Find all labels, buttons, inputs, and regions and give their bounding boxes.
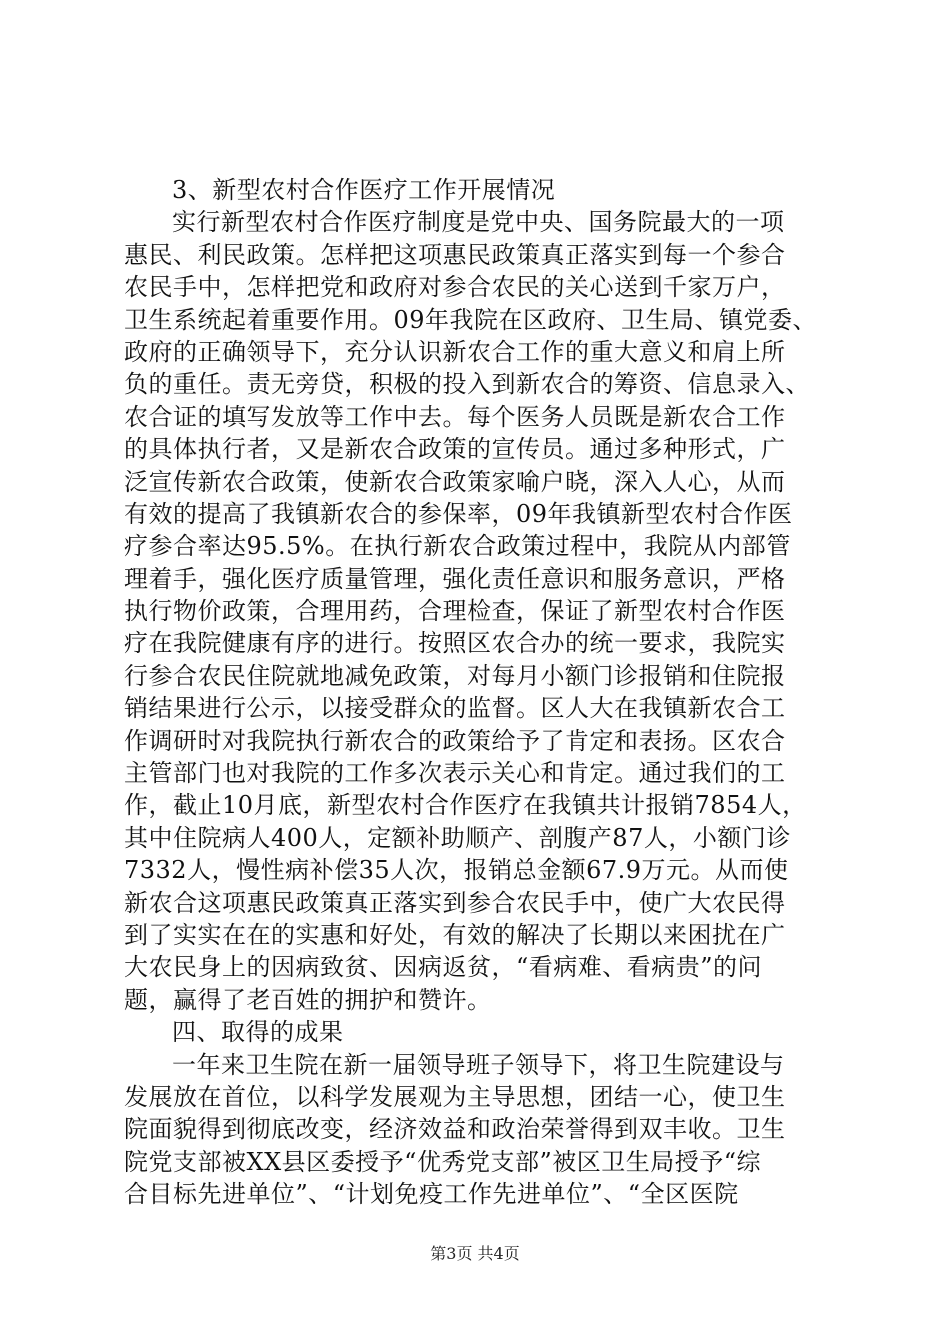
text-line: 农民手中，怎样把党和政府对参合农民的关心送到千家万户， [124,273,786,302]
text-line: 理着手，强化医疗质量管理，强化责任意识和服务意识，严格 [124,564,786,593]
text-line: 卫生系统起着重要作用。09年我院在区政府、卫生局、镇党委、 [124,305,818,334]
text-line: 有效的提高了我镇新农合的参保率，09年我镇新型农村合作医 [124,499,793,528]
text-line: 大农民身上的因病致贫、因病返贫，“看病难、看病贵”的问 [124,953,763,982]
text-line: 行参合农民住院就地减免政策，对每月小额门诊报销和住院报 [124,661,786,690]
text-line: 7332人，慢性病补偿35人次，报销总金额67.9万元。从而使 [124,856,789,885]
text-line: 其中住院病人400人，定额补助顺产、剖腹产87人，小额门诊 [124,823,791,852]
text-line: 一年来卫生院在新一届领导班子领导下，将卫生院建设与 [172,1050,785,1079]
text-line: 销结果进行公示，以接受群众的监督。区人大在我镇新农合工 [124,694,786,723]
text-line: 院面貌得到彻底改变，经济效益和政治荣誉得到双丰收。卫生 [124,1115,786,1144]
text-line: 实行新型农村合作医疗制度是党中央、国务院最大的一项 [172,208,785,237]
text-line: 疗参合率达95.5%。在执行新农合政策过程中，我院从内部管 [124,532,791,561]
text-line: 发展放在首位，以科学发展观为主导思想，团结一心，使卫生 [124,1082,786,1111]
page-footer: 第3页 共4页 [430,1244,520,1263]
text-line: 到了实实在在的实惠和好处，有效的解决了长期以来困扰在广 [124,920,786,949]
text-line: 执行物价政策，合理用药，合理检查，保证了新型农村合作医 [124,597,786,626]
document-body [124,174,830,1211]
text-line: 四、取得的成果 [172,1018,344,1047]
text-line: 疗在我院健康有序的进行。按照区农合办的统一要求，我院实 [124,629,786,658]
text-line: 负的重任。责无旁贷，积极的投入到新农合的筹资、信息录入、 [124,370,810,399]
text-line: 泛宣传新农合政策，使新农合政策家喻户晓，深入人心，从而 [124,467,786,496]
text-line: 作调研时对我院执行新农合的政策给予了肯定和表扬。区农合 [124,726,786,755]
text-line: 主管部门也对我院的工作多次表示关心和肯定。通过我们的工 [124,759,786,788]
text-line: 作，截止10月底，新型农村合作医疗在我镇共计报销7854人， [124,791,807,820]
text-line: 的具体执行者，又是新农合政策的宣传员。通过多种形式，广 [124,435,786,464]
text-line: 惠民、利民政策。怎样把这项惠民政策真正落实到每一个参合 [124,240,786,269]
text-line: 新农合这项惠民政策真正落实到参合农民手中，使广大农民得 [124,888,786,917]
text-line: 3、新型农村合作医疗工作开展情况 [172,176,556,204]
text-line: 题，赢得了老百姓的拥护和赞许。 [124,985,492,1014]
text-line: 合目标先进单位”、“计划免疫工作先进单位”、“全区医院 [124,1180,739,1209]
text-line: 农合证的填写发放等工作中去。每个医务人员既是新农合工作 [124,402,786,431]
text-line: 院党支部被XX县区委授予“优秀党支部”被区卫生局授予“综 [124,1147,761,1176]
text-line: 政府的正确领导下，充分认识新农合工作的重大意义和肩上所 [124,337,786,366]
